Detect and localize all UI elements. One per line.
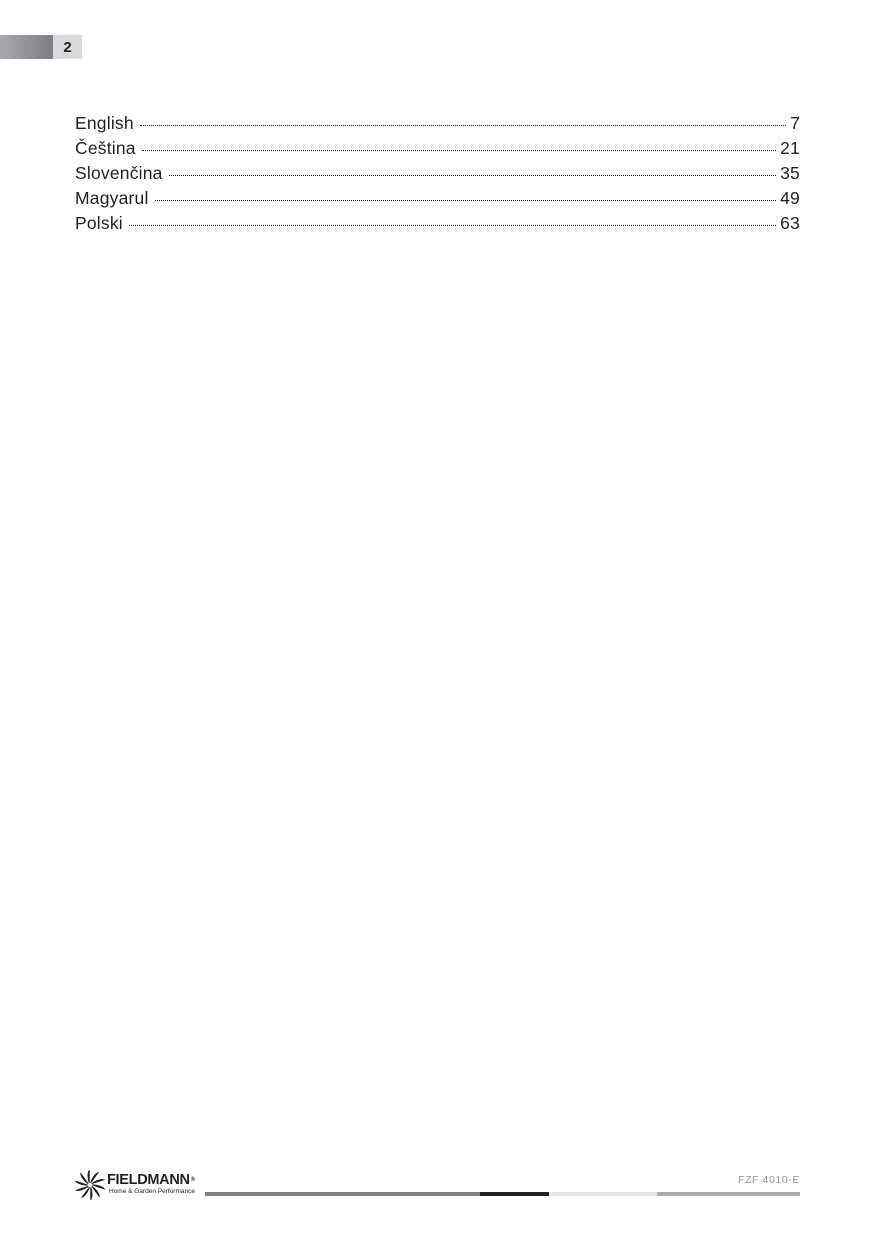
page-tab-bar [0, 35, 53, 59]
toc-entry-label: Magyarul [75, 188, 149, 208]
toc-dot-leader [142, 149, 776, 151]
toc-dot-leader [129, 224, 776, 226]
footer-rule-segment [205, 1192, 480, 1196]
toc-entry-english[interactable] [75, 113, 800, 138]
registered-mark: ® [190, 1177, 195, 1183]
page-number-tab [0, 35, 82, 59]
fieldmann-fan-logo-icon [75, 1170, 105, 1200]
toc-entry-page: 35 [780, 163, 800, 183]
footer-rule-segment [549, 1192, 657, 1196]
toc-entry-label: Polski [75, 213, 123, 233]
table-of-contents [75, 113, 800, 238]
toc-entry-page: 21 [780, 138, 800, 158]
fieldmann-logo [75, 1170, 205, 1200]
toc-dot-leader [155, 199, 777, 201]
toc-entry-page: 63 [780, 213, 800, 233]
footer-rule [205, 1192, 800, 1196]
brand-name: FIELDMANN® [107, 1172, 195, 1188]
toc-entry-page: 7 [790, 113, 800, 133]
toc-dot-leader [169, 174, 777, 176]
page-number: 2 [53, 35, 82, 59]
toc-entry-cestina[interactable] [75, 138, 800, 163]
footer-rule-segment [480, 1192, 549, 1196]
toc-entry-magyarul[interactable] [75, 188, 800, 213]
brand-tagline: Home & Garden Performance [109, 1188, 195, 1195]
model-code: FZF 4010-E [737, 1174, 800, 1186]
toc-entry-label: Slovenčina [75, 163, 163, 183]
toc-entry-page: 49 [780, 188, 800, 208]
toc-entry-polski[interactable] [75, 213, 800, 238]
toc-entry-label: English [75, 113, 134, 133]
toc-entry-slovencina[interactable] [75, 163, 800, 188]
toc-entry-label: Čeština [75, 138, 136, 158]
footer-rule-segment [657, 1192, 800, 1196]
page-footer [75, 1170, 800, 1200]
toc-dot-leader [140, 124, 786, 126]
